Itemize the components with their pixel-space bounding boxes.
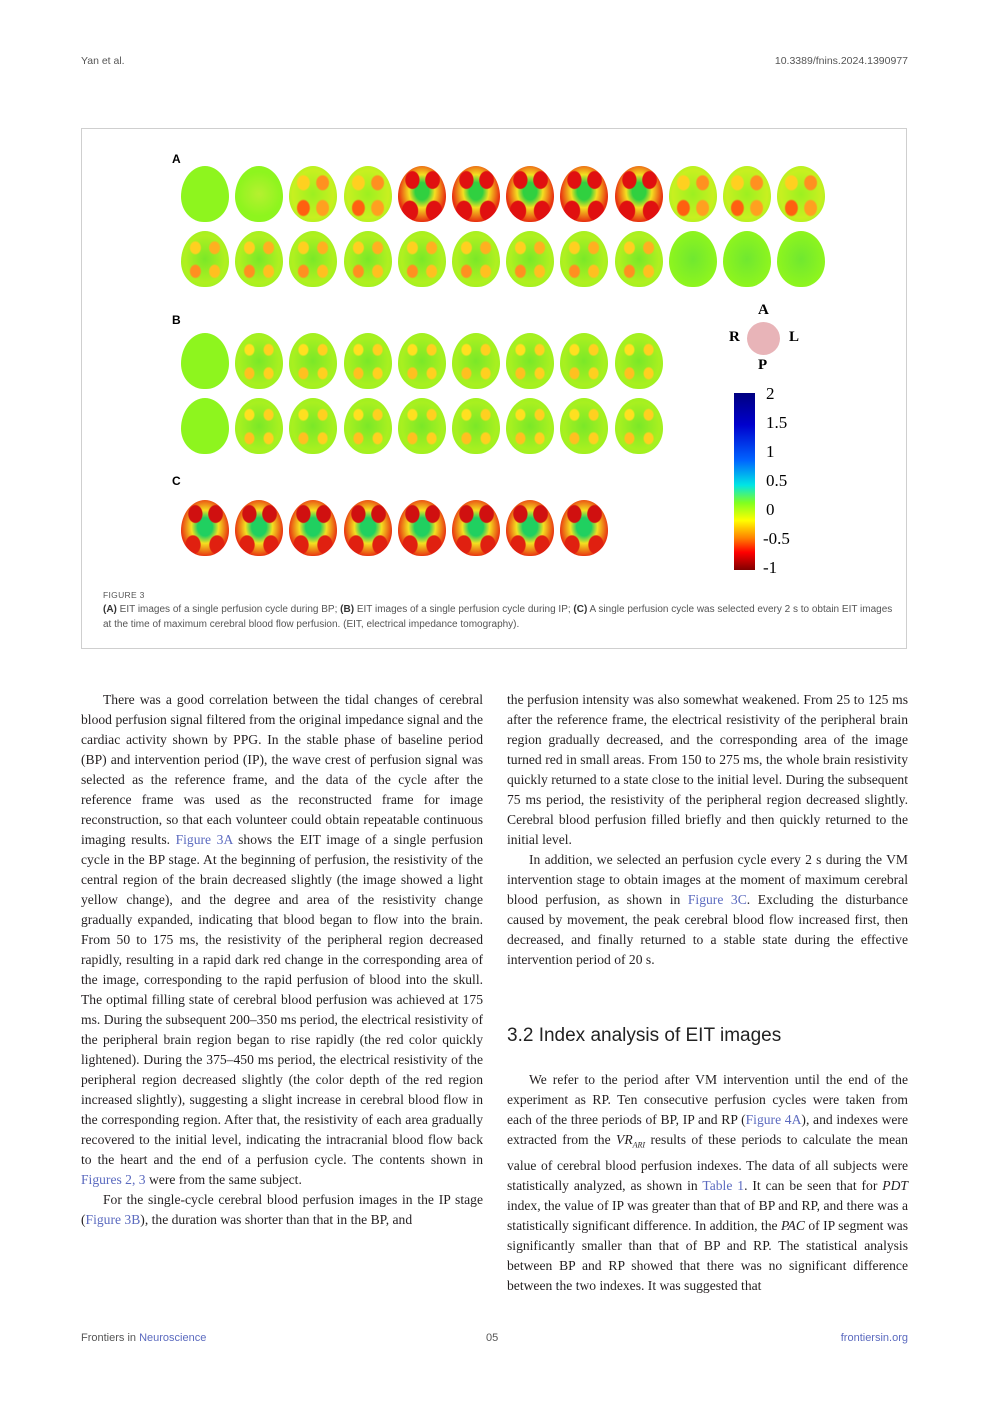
eit-head-image	[615, 231, 663, 287]
eit-head-image	[723, 231, 771, 287]
eit-head-image	[615, 333, 663, 389]
eit-head-image	[398, 500, 446, 556]
caption-c-label: (C)	[573, 604, 588, 615]
eit-head-image	[181, 398, 229, 454]
text-run: ), and indexes were extracted from the	[507, 1112, 908, 1147]
eit-head-image	[506, 333, 554, 389]
eit-head-image	[452, 333, 500, 389]
text-run: We refer to the period after VM intervention until the end of the experiment as RP. Ten consecutive perfusion cycles were taken from each of the three periods of BP, IP and RP (	[507, 1072, 908, 1127]
text-run: . Excluding the disturbance caused by movement, the peak cerebral blood flow increased first, then decreased, and finally returned to a stable state during the effective intervention period of 20 s.	[507, 892, 908, 967]
figure-caption-title: FIGURE 3	[103, 590, 145, 600]
section-heading: 3.2 Index analysis of EIT images	[507, 1025, 782, 1046]
running-header-doi: 10.3389/fnins.2024.1390977	[774, 55, 908, 67]
eit-head-image	[398, 333, 446, 389]
eit-head-image	[235, 231, 283, 287]
caption-a-label: (A)	[103, 604, 117, 615]
panel-label-a: A	[172, 152, 181, 166]
italic-subscript: ARI	[632, 1140, 646, 1150]
orientation-anterior: A	[758, 302, 769, 318]
colorbar-tick: 1.5	[766, 413, 788, 432]
figure-link[interactable]: Figure 3A	[175, 832, 233, 847]
right-text-column-top	[507, 690, 908, 970]
head-orientation-marker	[747, 322, 780, 355]
eit-head-image	[669, 231, 717, 287]
eit-head-image	[452, 398, 500, 454]
eit-head-image	[452, 500, 500, 556]
text-run: ), the duration was shorter than that in the BP, and	[140, 1212, 413, 1227]
figure-link[interactable]: Figures 2, 3	[81, 1172, 146, 1187]
eit-head-image	[506, 398, 554, 454]
eit-head-image	[723, 166, 771, 222]
footer-text: Frontiers in	[81, 1332, 140, 1344]
eit-head-image	[560, 166, 608, 222]
panel-label-b: B	[172, 313, 181, 327]
eit-head-image	[289, 398, 337, 454]
eit-head-image	[289, 500, 337, 556]
eit-head-image	[615, 398, 663, 454]
eit-head-image	[344, 500, 392, 556]
eit-head-image	[506, 231, 554, 287]
text-run: shows the EIT image of a single perfusion cycle in the BP stage. At the beginning of perfusion, the resistivity of the central region of the brain decreased slightly (the image showed a light yellow change), and the degree and area of the resistivity change gradually expanded, indicating that blood began to flow into the brain. From 50 to 175 ms, the resistivity of the peripheral region decreased rapidly, resulting in a rapid dark red change in the corresponding area of the image, corresponding to the rapid perfusion of blood into the skull. The optimal filling state of cerebral blood perfusion was achieved at 175 ms. During the subsequent 200–350 ms period, the electrical resistivity of the peripheral brain region began to rise rapidly (the red color quickly lightened). During the 375–450 ms period, the electrical resistivity of the peripheral region decreased slightly (the color depth of the red region increased slightly), suggesting a slight increase in cerebral blood flow in the corresponding region. After that, the resistivity of each area gradually recovered to the initial level, indicating the intracranial blood flow back to the heart and the end of a perfusion cycle. The contents shown in	[81, 832, 483, 1167]
eit-head-image	[669, 166, 717, 222]
eit-head-image	[777, 231, 825, 287]
eit-head-image	[452, 231, 500, 287]
eit-head-image	[181, 500, 229, 556]
text-run: were from the same subject.	[145, 1172, 302, 1187]
caption-b-text: EIT images of a single perfusion cycle during IP;	[354, 604, 574, 615]
eit-head-image	[235, 333, 283, 389]
figure-link[interactable]: Figure 3B	[85, 1212, 141, 1227]
colorbar	[734, 393, 755, 570]
eit-head-image	[181, 333, 229, 389]
figure-caption	[103, 602, 893, 632]
running-header-authors: Yan et al.	[81, 55, 125, 67]
text-run: For the single-cycle cerebral blood perfusion images in the IP stage (	[81, 1192, 483, 1227]
colorbar-tick: 1	[766, 442, 775, 461]
eit-head-image	[289, 166, 337, 222]
eit-head-image	[181, 231, 229, 287]
colorbar-tick: 0.5	[766, 471, 788, 490]
eit-head-image	[344, 398, 392, 454]
eit-head-image	[560, 500, 608, 556]
orientation-posterior: P	[758, 357, 768, 373]
colorbar-tick: -1	[763, 558, 778, 577]
paragraph	[507, 690, 908, 850]
right-text-column-bottom	[507, 1070, 908, 1296]
text-run: . It can be seen that for	[744, 1177, 883, 1193]
eit-head-image	[560, 231, 608, 287]
eit-head-image	[289, 333, 337, 389]
italic-symbol: PDT	[882, 1177, 908, 1193]
eit-head-image	[289, 231, 337, 287]
text-run: of IP segment was significantly smaller than that of BP and RP. The statistical analysis between BP and RP showed that there was no significant difference between the two indexes. It was suggested that	[507, 1217, 908, 1293]
left-text-column	[81, 690, 483, 1230]
caption-b-label: (B)	[340, 604, 355, 615]
eit-head-image	[506, 500, 554, 556]
eit-head-image	[506, 166, 554, 222]
caption-c-text: A single perfusion cycle was selected every 2 s to obtain EIT images at the time of maximum cerebral blood flow perfusion. (EIT, electrical impedance tomography).	[103, 604, 893, 630]
text-run: There was a good correlation between the tidal changes of cerebral blood perfusion signal filtered from the original impedance signal and the cardiac activity shown by PPG. In the stable phase of baseline period (BP) and intervention period (IP), the wave crest of perfusion signal was selected as the reference frame, and the data of the cycle after the reference frame was used as the reconstructed frame for image reconstruction, so that each volunteer could obtain repeatable continuous imaging results.	[81, 692, 483, 847]
eit-head-image	[235, 166, 283, 222]
italic-symbol: VR	[616, 1132, 633, 1147]
figure-link[interactable]: Figure 4A	[745, 1112, 802, 1127]
eit-head-image	[398, 398, 446, 454]
eit-head-image	[181, 166, 229, 222]
paragraph	[81, 690, 483, 1190]
eit-head-image	[398, 166, 446, 222]
eit-head-image	[560, 398, 608, 454]
colorbar-tick: 0	[766, 500, 775, 519]
footer-site-link[interactable]: frontiersin.org	[840, 1332, 908, 1344]
paragraph	[507, 1070, 908, 1296]
colorbar-tick: 2	[766, 384, 775, 403]
eit-head-image	[560, 333, 608, 389]
table-link[interactable]: Table 1	[702, 1177, 745, 1193]
eit-head-image	[344, 231, 392, 287]
caption-a-text: EIT images of a single perfusion cycle during BP;	[116, 604, 341, 615]
colorbar-tick: -0.5	[763, 529, 790, 548]
paragraph	[507, 850, 908, 970]
footer-journal	[81, 1332, 206, 1344]
text-run: index, the value of IP was greater than that of BP and RP, and there was a statistically significant difference. In addition, the	[507, 1197, 908, 1233]
eit-head-image	[235, 500, 283, 556]
eit-head-image	[344, 333, 392, 389]
text-run: the perfusion intensity was also somewhat weakened. From 25 to 125 ms after the reference frame, the electrical resistivity of the peripheral brain region gradually decreased, and the corresponding area of the image turned red in small areas. From 150 to 275 ms, the whole brain resistivity quickly returned to a state close to the initial level. During the subsequent 75 ms period, the resistivity of the peripheral region decreased slightly. Cerebral blood perfusion filled briefly and then quickly returned to the initial level.	[507, 692, 908, 847]
eit-head-image	[777, 166, 825, 222]
eit-head-image	[235, 398, 283, 454]
orientation-left: L	[789, 329, 800, 345]
figure-link[interactable]: Figure 3C	[687, 892, 747, 907]
orientation-right: R	[729, 329, 740, 345]
text-run: In addition, we selected an perfusion cycle every 2 s during the VM intervention stage to obtain images at the moment of maximum cerebral blood perfusion, as shown in	[507, 852, 908, 907]
eit-head-image	[344, 166, 392, 222]
eit-head-image	[398, 231, 446, 287]
italic-symbol: PAC	[781, 1217, 805, 1233]
eit-head-image	[452, 166, 500, 222]
journal-link[interactable]: Neuroscience	[139, 1332, 207, 1344]
page-number: 05	[486, 1332, 499, 1344]
text-run: results of these periods to calculate the mean value of cerebral blood perfusion indexes. The data of all subjects were statistically analyzed, as shown in	[507, 1132, 908, 1193]
panel-label-c: C	[172, 474, 181, 488]
eit-head-image	[615, 166, 663, 222]
paragraph	[81, 1190, 483, 1230]
